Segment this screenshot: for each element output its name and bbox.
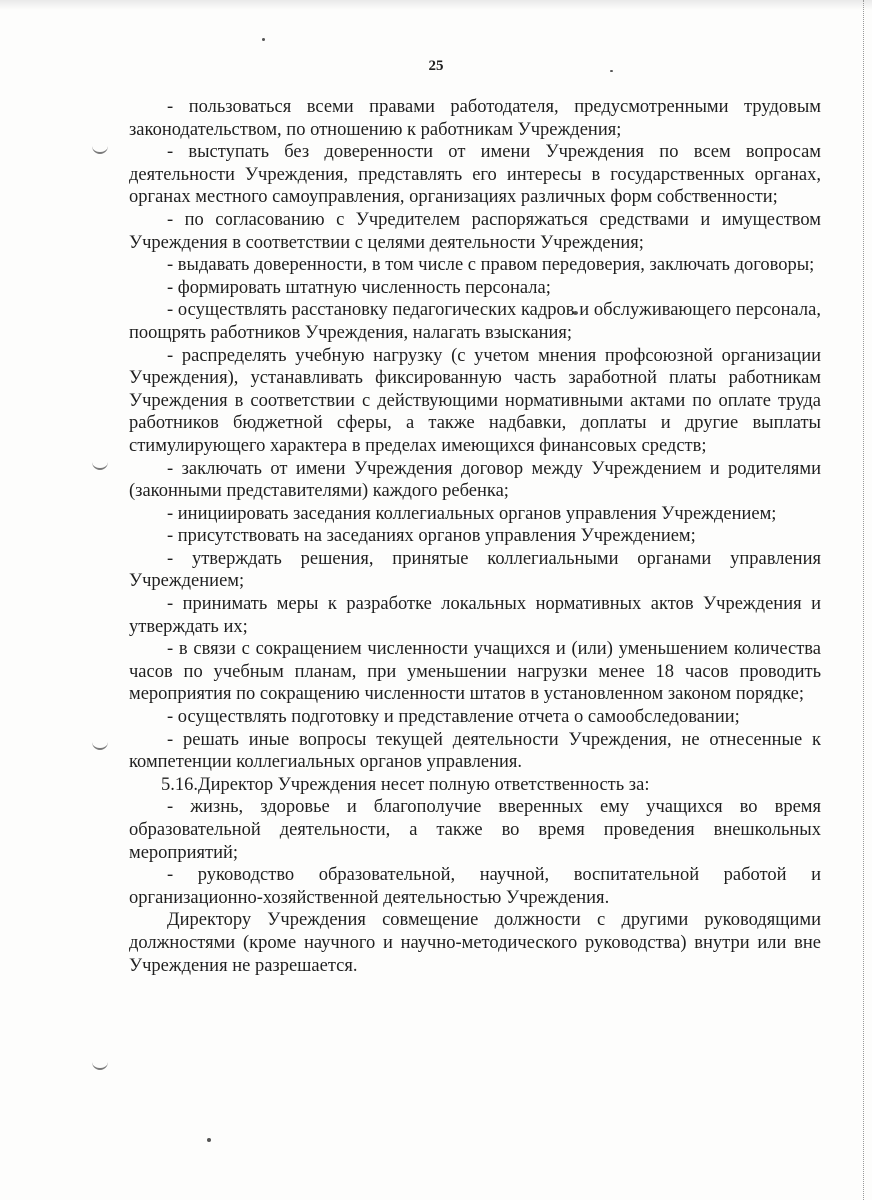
paragraph: - выдавать доверенности, в том числе с правом передоверия, заключать договоры; bbox=[167, 255, 815, 276]
paragraph: - осуществлять подготовку и представление отчета о самообследовании; bbox=[167, 707, 740, 728]
paragraph: - решать иные вопросы текущей деятельности Учреждения, не отнесенные к компетенции коллегиальных органов управления. bbox=[129, 729, 821, 773]
scan-right-edge bbox=[860, 0, 864, 1200]
paragraph: Директору Учреждения совмещение должности с другими руководящими должностями (кроме научного и научно-методического руководства) внутри или вне Учреждения не разрешается. bbox=[129, 910, 821, 976]
paragraph: - формировать штатную численность персонала; bbox=[167, 277, 551, 298]
paragraph: - по согласованию с Учредителем распоряжаться средствами и имуществом Учреждения в соответствии с целями деятельности Учреждения; bbox=[129, 209, 821, 253]
paragraph: - принимать меры к разработке локальных нормативных актов Учреждения и утверждать их; bbox=[129, 594, 821, 637]
binder-hole-mark bbox=[92, 458, 108, 470]
paragraph: - присутствовать на заседаниях органов управления Учреждением; bbox=[167, 526, 696, 547]
scan-top-shadow bbox=[0, 0, 872, 10]
scan-speck bbox=[262, 38, 265, 41]
section-heading: 5.16.Директор Учреждения несет полную ответственность за: bbox=[161, 774, 650, 795]
paragraph: - выступать без доверенности от имени Учреждения по всем вопросам деятельности Учреждения, представлять его интересы в государственных органах, органах местного самоуправления, организациях различных форм собственности; bbox=[129, 142, 821, 208]
paragraph: - инициировать заседания коллегиальных органов управления Учреждением; bbox=[167, 503, 777, 524]
paragraph: - жизнь, здоровье и благополучие вверенных ему учащихся во время образовательной деятельности, а также во время проведения внешкольных мероприятий; bbox=[129, 797, 821, 863]
paragraph: - руководство образовательной, научной, воспитательной работой и организационно-хозяйственной деятельностью Учреждения. bbox=[129, 865, 821, 908]
paragraph: - осуществлять расстановку педагогических кадров и обслуживающего персонала, поощрять работников Учреждения, налагать взыскания; bbox=[129, 300, 821, 343]
page-number: 25 bbox=[428, 58, 444, 74]
binder-hole-mark bbox=[92, 142, 108, 154]
paragraph: - распределять учебную нагрузку (с учетом мнения профсоюзной организации Учреждения), устанавливать фиксированную часть заработной платы работникам Учреждения в соответствии с действующими нормативными актами по оплате труда работников бюджетной сферы, а также надбавки, доплаты и другие выплаты стимулирующего характера в пределах имеющихся финансовых средств; bbox=[129, 345, 821, 456]
paragraph: - пользоваться всеми правами работодателя, предусмотренными трудовым законодательством, по отношению к работникам Учреждения; bbox=[129, 97, 821, 140]
scan-speck bbox=[207, 1138, 211, 1142]
binder-hole-mark bbox=[92, 738, 108, 750]
paragraph: - утверждать решения, принятые коллегиальными органами управления Учреждением; bbox=[129, 548, 821, 592]
paragraph: - в связи с сокращением численности учащихся и (или) уменьшением количества часов по учебным планам, при уменьшении нагрузки менее 18 часов проводить мероприятия по сокращению численности штатов в установленном законом порядке; bbox=[129, 639, 821, 705]
document-body bbox=[129, 96, 821, 977]
paragraph: - заключать от имени Учреждения договор между Учреждением и родителями (законными представителями) каждого ребенка; bbox=[129, 458, 821, 502]
binder-hole-mark bbox=[92, 1058, 108, 1070]
